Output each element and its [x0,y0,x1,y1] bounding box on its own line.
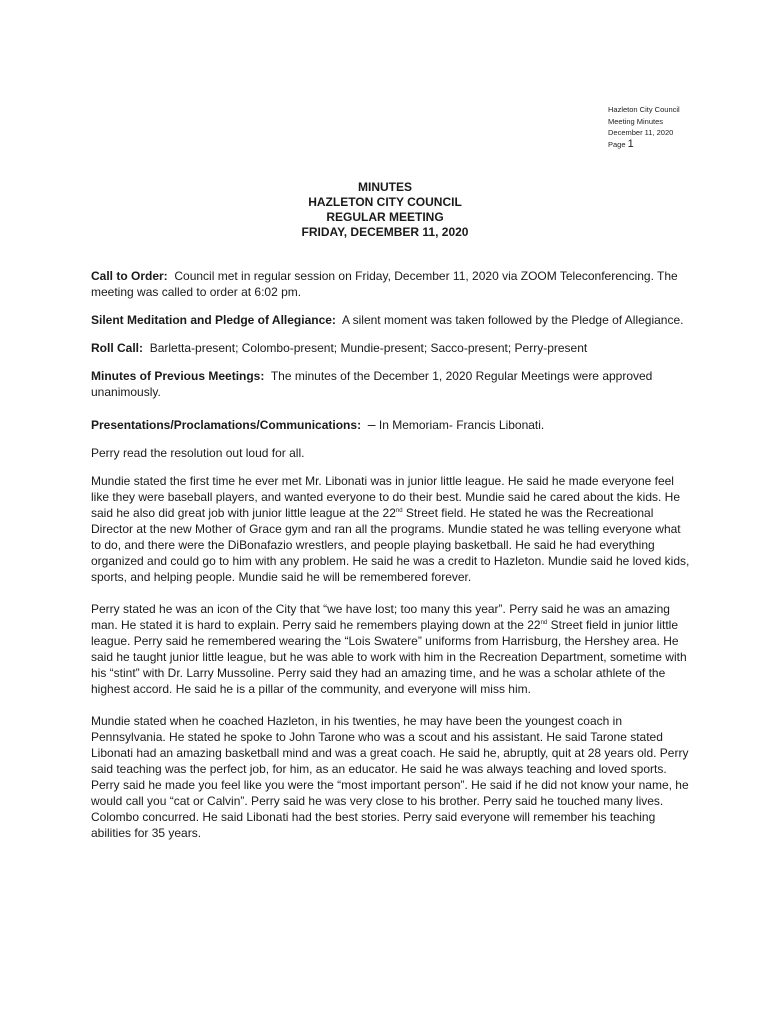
header-page-label: Page [608,139,626,149]
minutes-text: The minutes of the December 1, 2020 Regular Meetings were approved unanimously. [91,369,653,399]
paragraph-3 [91,601,691,697]
presentations-dash: – [367,416,376,432]
paragraph-3-part-a: Perry stated he was an icon of the City that “we have lost; too many this year”. Perry said he was an amazing man. He stated it is hard to explain. Perry said he remembers playing down at the 22 [91,602,670,632]
paragraph-2-part-a: Mundie stated the first time he ever met Mr. Libonati was in junior little league. He said he made everyone feel like they were baseball players, and wanted everyone to do their best. Mundie said he cared about the kids. He said he also did great job with junior little league at the 22 [91,474,681,520]
minutes-label: Minutes of Previous Meetings: [91,369,265,383]
section-roll-call [91,340,691,356]
title-line-2: HAZLETON CITY COUNCIL [308,195,462,209]
silent-meditation-label: Silent Meditation and Pledge of Allegiance: [91,313,336,327]
paragraph-2-sup: nd [395,508,403,514]
section-minutes [91,368,691,400]
section-call-to-order [91,268,691,300]
paragraph-3-part-b: Street field in junior little league. Perry said he remembered wearing the “Lois Swatere” uniforms from Harrisburg, the Hershey area. He said he taught junior little league, but he was able to work with him in the Recreation Department, sometime with his “stint” with Dr. Larry Mussoline. Perry said they had an amazing time, and he was a scholar athlete of the highest accord. He said he is a pillar of the community, and everyone will miss him. [91,618,687,696]
title-line-1: MINUTES [358,180,412,194]
roll-call-text: Barletta-present; Colombo-present; Mundie-present; Sacco-present; Perry-present [149,341,588,355]
presentations-label: Presentations/Proclamations/Communications: [91,418,362,432]
paragraph-2-part-b: Street field. He stated he was the Recreational Director at the new Mother of Grace gym and ran all the programs. Mundie stated he was telling everyone what to do, and there were the DiBonafazio wrestlers, and people playing basketball. He said he had everything organized and could go to him with any problem. He said he was a credit to Hazleton. Mundie said he loved kids, sports, and helping people. Mundie said he will be remembered forever. [91,506,690,584]
roll-call-label: Roll Call: [91,341,144,355]
section-presentations [91,416,691,433]
title-line-3: REGULAR MEETING [326,210,444,224]
call-to-order-text: Council met in regular session on Friday, December 11, 2020 via ZOOM Teleconferencing. The meeting was called to order at 6:02 pm. [91,269,678,299]
paragraph-4: Mundie stated when he coached Hazleton, in his twenties, he may have been the youngest coach in Pennsylvania. He stated he spoke to John Tarone who was a scout and his assistant. He said Tarone stated Libonati had an amazing basketball mind and was a great coach. He said he, abruptly, quit at 28 years old. Perry said teaching was the perfect job, for him, as an educator. He said he was always teaching and loved sports. Perry said he made you feel like you were the “most important person”. He said if he did not know your name, he would call you “cat or Calvin”. Perry said he was very close to his brother. Perry said he touched many lives. Colombo concurred. He said Libonati had the best stories. Perry said everyone will remember his teaching abilities for 35 years. [91,714,689,840]
header-doc: Meeting Minutes [608,116,664,126]
paragraph-2 [91,473,691,585]
header-page [608,139,680,151]
header-page-number: 1 [627,137,634,150]
header-date: December 11, 2020 [608,128,674,137]
silent-meditation-text: A silent moment was taken followed by the Pledge of Allegiance. [341,313,684,327]
document-body [91,268,691,853]
page-header [608,104,680,150]
section-silent-meditation [91,312,691,328]
header-org: Hazleton City Council [608,105,680,114]
call-to-order-label: Call to Order: [91,269,168,283]
title-line-4: FRIDAY, DECEMBER 11, 2020 [301,225,469,239]
paragraph-1: Perry read the resolution out loud for all. [91,446,305,460]
presentations-text: In Memoriam- Francis Libonati. [378,418,545,432]
document-title [0,180,770,240]
paragraph-3-sup: nd [540,620,548,626]
